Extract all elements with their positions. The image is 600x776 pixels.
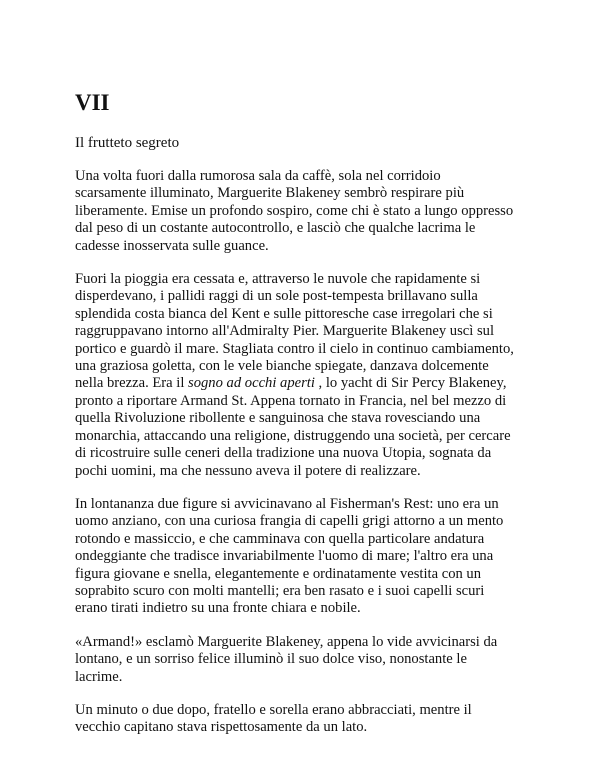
paragraph-2-start: Fuori la pioggia era cessata e, attraverso le nuvole che rapidamente si disperdevano, i pallidi raggi di un sole post-tempesta brillavano sulla splendida costa bianca del Kent e sulle pittoresche case irregolari che si raggruppavano intorno all'Admiralty Pier. Marguerite Blakeney uscì sul portico e guardò il mare. Stagliata contro il cielo in continuo cambiamento, una graziosa goletta, con le vele bianche spiegate, danzava dolcemente nella brezza. Era il <box>75 271 514 392</box>
paragraph-4: «Armand!» esclamò Marguerite Blakeney, appena lo vide avvicinarsi da lontano, e un sorriso felice illuminò il suo dolce viso, nonostante le lacrime. <box>75 633 498 685</box>
paragraph-3: In lontananza due figure si avvicinavano al Fisherman's Rest: uno era un uomo anziano, con una curiosa frangia di capelli grigi attorno a un mento rotondo e massiccio, e che camminava con quella particolare andatura ondeggiante che tradisce invariabilmente l'uomo di mare; l'altro era una figura giovane e snella, elegantemente e ordinatamente vestita con un soprabito scuro con molti mantelli; era ben rasato e i suoi capelli scuri erano tirati indietro su una fronte chiara e nobile. <box>75 495 504 617</box>
paragraph-1: Una volta fuori dalla rumorosa sala da caffè, sola nel corridoio scarsamente illuminato, Marguerite Blakeney sembrò respirare più liberamente. Emise un profondo sospiro, come chi è stato a lungo oppresso dal peso di un costante autocontrollo, e lasciò che qualche lacrima le cadesse inosservata sulle guance. <box>75 168 514 254</box>
yacht-name: sogno ad occhi aperti <box>188 375 315 392</box>
document-page <box>75 90 515 753</box>
paragraph-2 <box>75 271 515 480</box>
paragraph-2-end: , lo yacht di Sir Percy Blakeney, pronto a riportare Armand St. Appena tornato in Francia, nel bel mezzo di quella Rivoluzione ribollente e sanguinosa che stava rovesciando una monarchia, attaccando una religione, distruggendo una società, per cercare di ricostruire sulle ceneri della tradizione una nuova Utopia, sognata da pochi uomini, ma che nessuno aveva il potere di realizzare. <box>75 375 511 479</box>
chapter-number: VII <box>75 90 110 115</box>
chapter-title: Il frutteto segreto <box>75 135 180 151</box>
paragraph-5: Un minuto o due dopo, fratello e sorella erano abbracciati, mentre il vecchio capitano stava rispettosamente da un lato. <box>75 701 472 736</box>
